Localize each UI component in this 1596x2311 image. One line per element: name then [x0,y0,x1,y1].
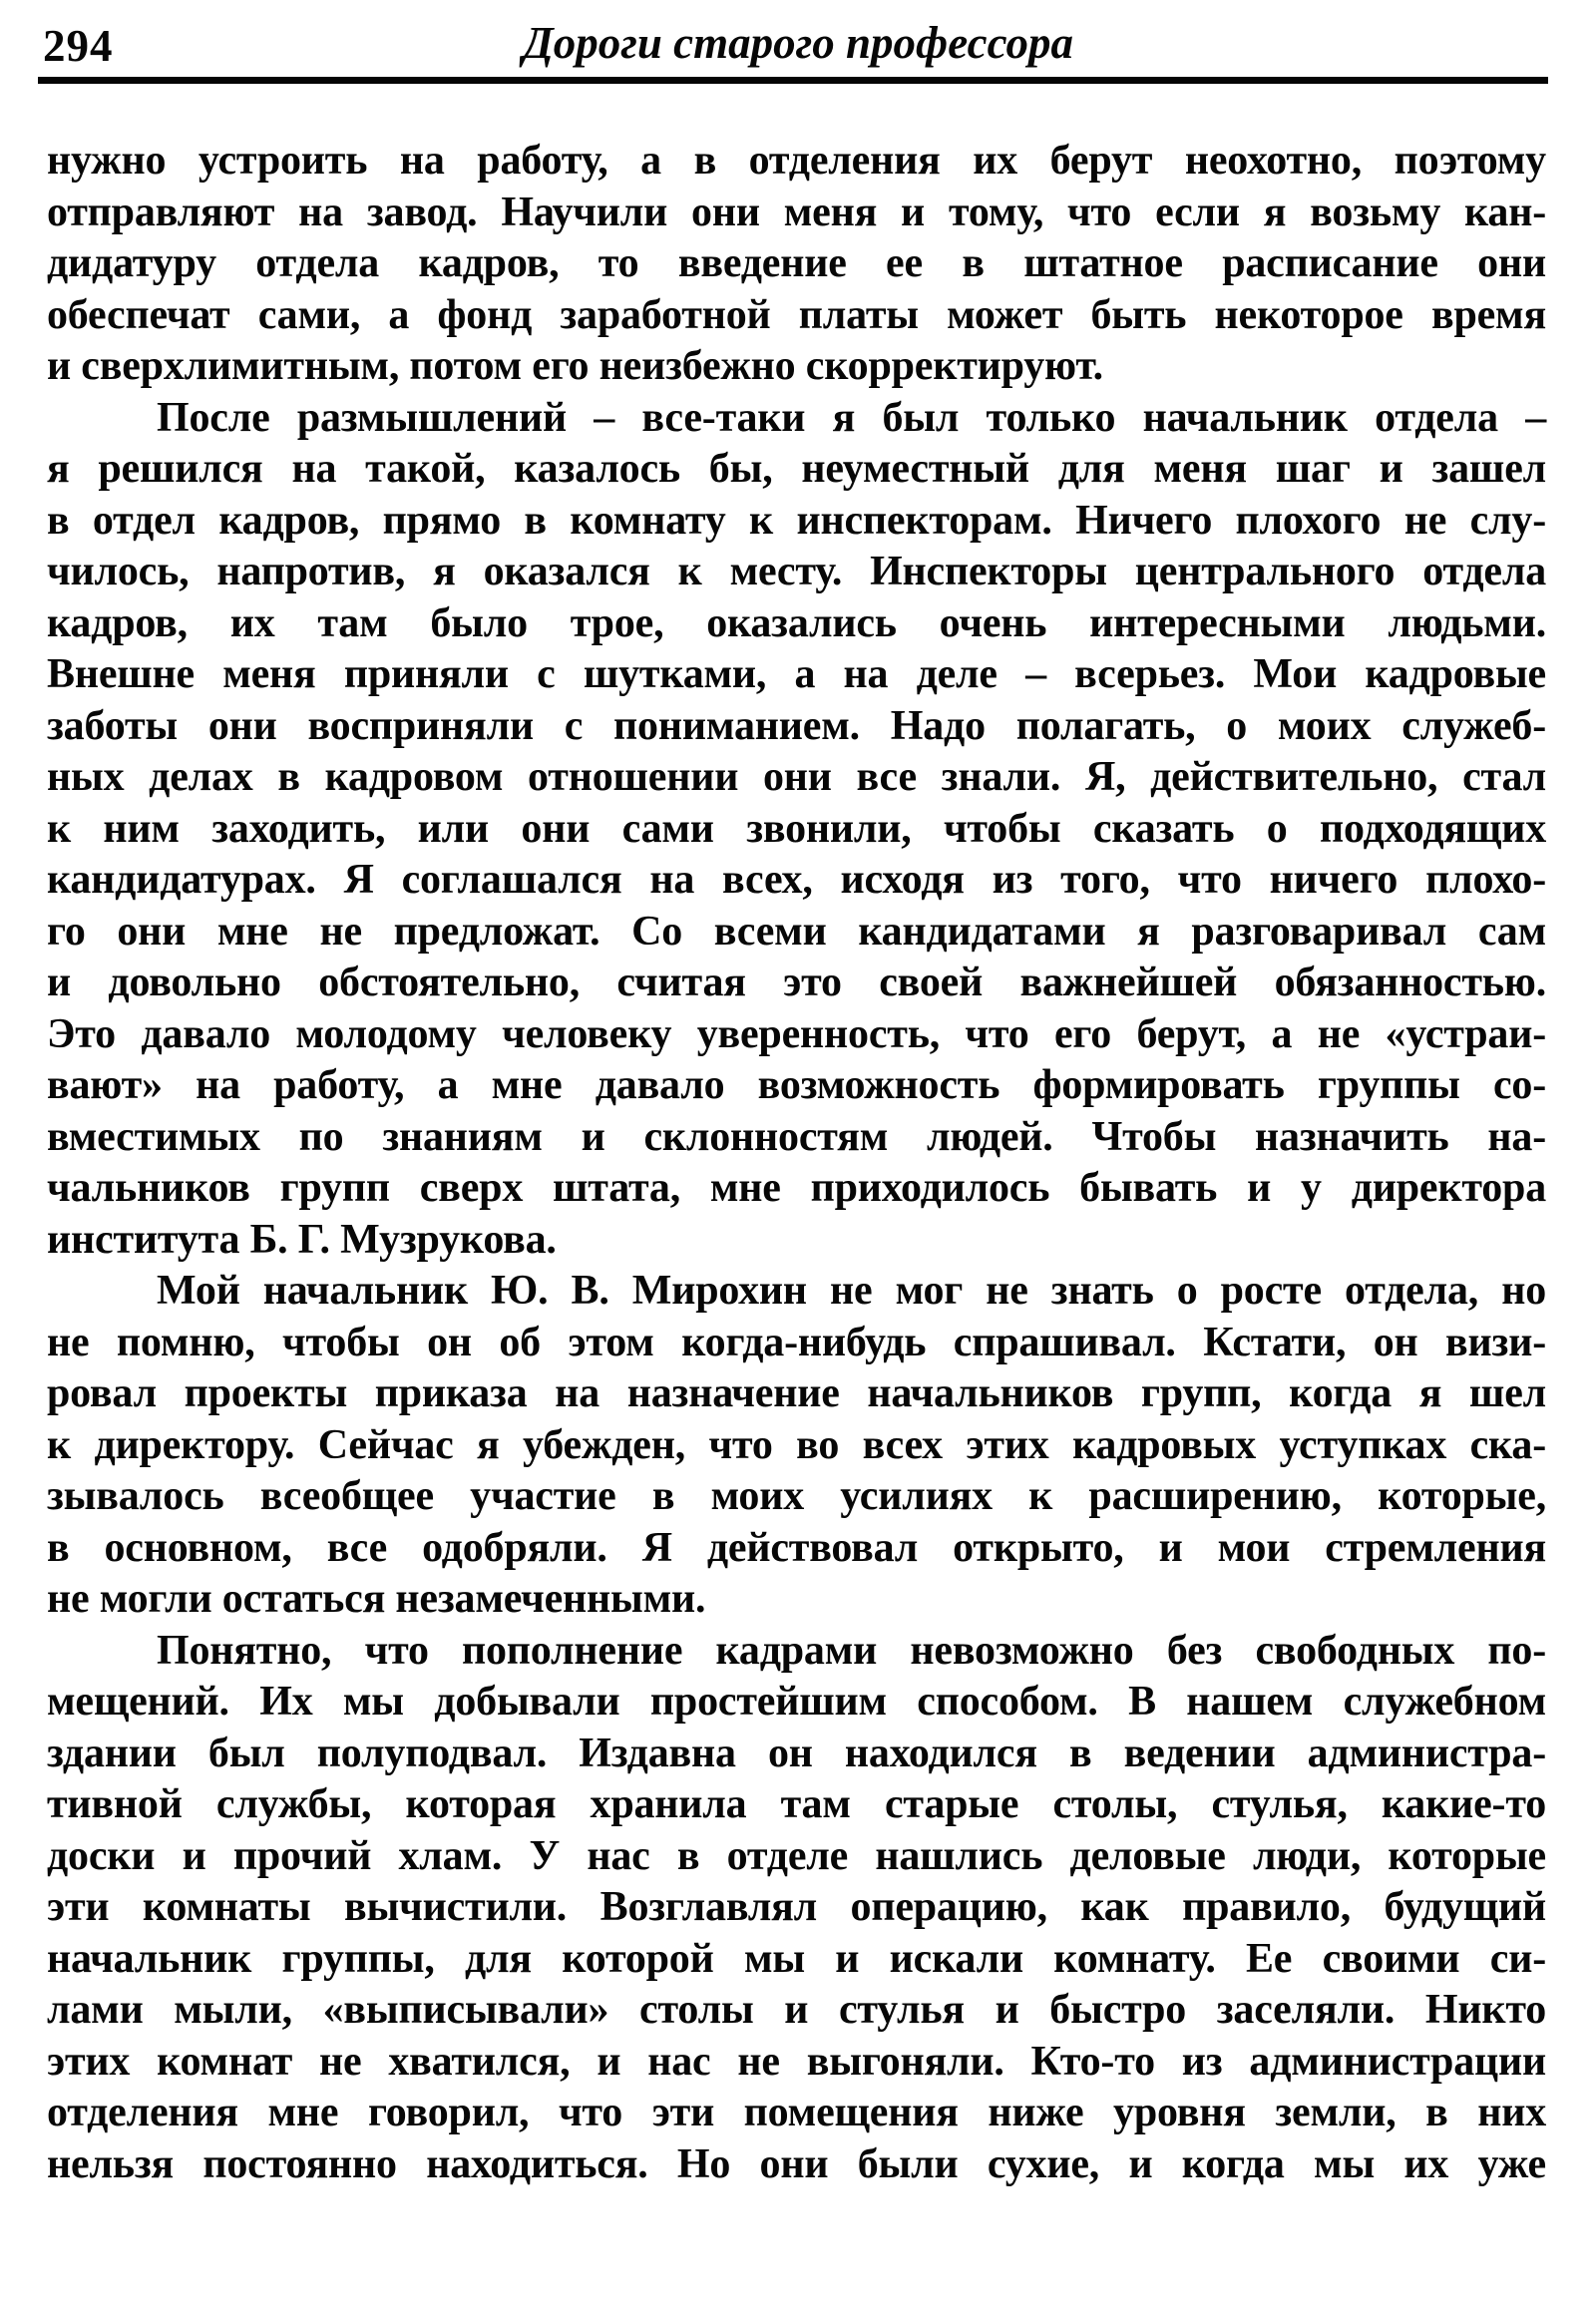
text-line: го они мне не предложат. Со всеми кандидатами я разговаривал сам [47,908,1546,955]
text-line: эти комнаты вычистили. Возглавлял операцию, как правило, будущий [47,1884,1546,1930]
text-line: тивной службы, которая хранила там старые столы, стулья, какие-то [47,1781,1546,1827]
text-line: нужно устроить на работу, а в отделения их берут неохотно, поэтому [47,138,1546,184]
text-line: зывалось всеобщее участие в моих усилиях к расширению, которые, [47,1473,1546,1519]
text-line: чальников групп сверх штата, мне приходилось бывать и у директора [47,1165,1546,1211]
text-line: к директору. Сейчас я убежден, что во всех этих кадровых уступках ска- [47,1421,1546,1468]
text-line: института Б. Г. Музрукова. [47,1216,557,1263]
text-line: вместимых по знаниям и склонностям людей. Чтобы назначить на- [47,1113,1546,1160]
text-line: и довольно обстоятельно, считая это своей важнейшей обязанностью. [47,960,1546,1005]
text-line: обеспечат сами, а фонд заработной платы может быть некоторое время [47,291,1546,338]
header-rule [38,77,1548,84]
text-line: этих комнат не хватился, и нас не выгоняли. Кто-то из администрации [47,2038,1546,2085]
text-line: заботы они восприняли с пониманием. Надо полагать, о моих служеб- [47,702,1546,749]
text-line: ных делах в кадровом отношении они все знали. Я, действительно, стал [47,754,1546,800]
text-line: не могли остаться незамеченными. [47,1576,706,1622]
text-line: к ним заходить, или они сами звонили, чтобы сказать о подходящих [47,805,1546,852]
text-line: лами мыли, «выписывали» столы и стулья и быстро заселяли. Никто [47,1987,1546,2033]
text-line: я решился на такой, казалось бы, неуместный для меня шаг и зашел [47,446,1546,492]
text-line: После размышлений – все-таки я был только начальник отдела – [157,394,1546,441]
text-line: нельзя постоянно находиться. Но они были сухие, и когда мы их уже [47,2140,1546,2187]
text-line: Мой начальник Ю. В. Мирохин не мог не знать о росте отдела, но [157,1268,1546,1314]
page-number: 294 [43,21,114,71]
text-line: отделения мне говорил, что эти помещения ниже уровня земли, в них [47,2090,1546,2135]
text-line: и сверхлимитным, потом его неизбежно скорректируют. [47,343,1103,389]
text-line: мещений. Их мы добывали простейшим способом. В нашем служебном [47,1679,1546,1725]
text-line: в отдел кадров, прямо в комнату к инспекторам. Ничего плохого не слу- [47,497,1546,544]
text-line: Понятно, что пополнение кадрами невозможно без свободных по- [157,1627,1546,1674]
text-line: Внешне меня приняли с шутками, а на деле – всерьез. Мои кадровые [47,651,1546,697]
text-line: не помню, чтобы он об этом когда-нибудь спрашивал. Кстати, он визи- [47,1319,1546,1365]
text-line: здании был полуподвал. Издавна он находился в ведении администра- [47,1730,1546,1776]
text-line: в основном, все одобряли. Я действовал открыто, и мои стремления [47,1524,1546,1571]
text-line: ровал проекты приказа на назначение начальников групп, когда я шел [47,1370,1546,1416]
running-head: Дороги старого профессора [523,18,1073,68]
text-line: Это давало молодому человеку уверенность, что его берут, а не «устраи- [47,1010,1546,1057]
text-block [47,136,1546,2190]
text-line: начальник группы, для которой мы и искали комнату. Ее своими си- [47,1935,1546,1982]
text-line: вают» на работу, а мне давало возможность формировать группы со- [47,1062,1546,1108]
text-line: кадров, их там было трое, оказались очень интересными людьми. [47,599,1546,646]
text-line: чилось, напротив, я оказался к месту. Инспекторы центрального отдела [47,549,1546,594]
text-line: доски и прочий хлам. У нас в отделе нашлись деловые люди, которые [47,1832,1546,1879]
text-line: кандидатурах. Я соглашался на всех, исходя из того, что ничего плохо- [47,857,1546,903]
text-line: отправляют на завод. Научили они меня и тому, что если я возьму кан- [47,189,1546,235]
text-line: дидатуру отдела кадров, то введение ее в штатное расписание они [47,240,1546,286]
